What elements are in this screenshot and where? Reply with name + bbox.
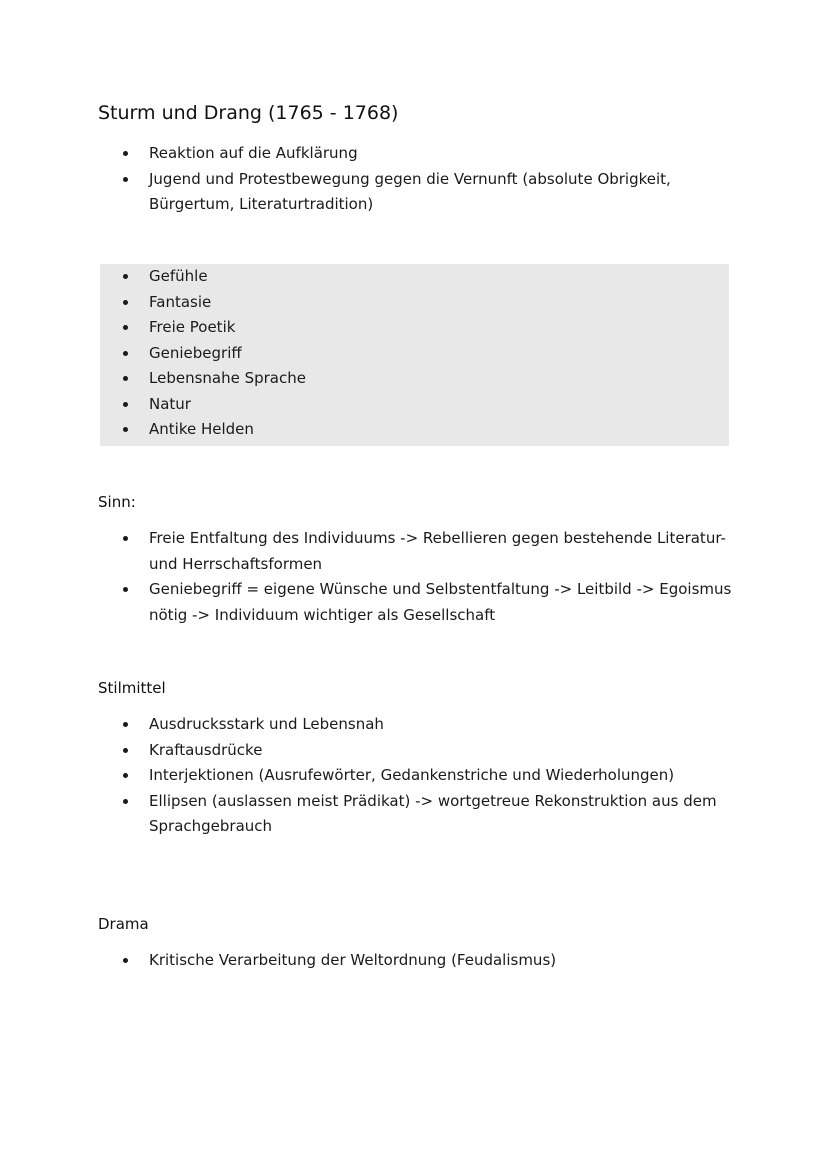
intro-list bbox=[0, 141, 828, 218]
list-item: Freie Entfaltung des Individuums -> Rebellieren gegen bestehende Literatur- und Herrschaftsformen bbox=[0, 526, 828, 577]
list-item: Geniebegriff = eigene Wünsche und Selbstentfaltung -> Leitbild -> Egoismus nötig -> Individuum wichtiger als Gesellschaft bbox=[0, 577, 828, 628]
list-item: Ausdrucksstark und Lebensnah bbox=[0, 712, 828, 738]
section-heading-drama: Drama bbox=[98, 915, 149, 933]
list-item: Fantasie bbox=[0, 290, 828, 316]
drama-list bbox=[0, 948, 828, 974]
section-heading-stilmittel: Stilmittel bbox=[98, 679, 166, 697]
list-item: Lebensnahe Sprache bbox=[0, 366, 828, 392]
features-list bbox=[0, 264, 828, 443]
list-item: Freie Poetik bbox=[0, 315, 828, 341]
list-item: Kritische Verarbeitung der Weltordnung (Feudalismus) bbox=[0, 948, 828, 974]
list-item: Kraftausdrücke bbox=[0, 738, 828, 764]
list-item: Jugend und Protestbewegung gegen die Vernunft (absolute Obrigkeit, Bürgertum, Literaturtradition) bbox=[0, 167, 828, 218]
sinn-list bbox=[0, 526, 828, 628]
list-item: Reaktion auf die Aufklärung bbox=[0, 141, 828, 167]
list-item: Natur bbox=[0, 392, 828, 418]
page-title: Sturm und Drang (1765 - 1768) bbox=[98, 102, 399, 124]
stilmittel-list bbox=[0, 712, 828, 840]
list-item: Gefühle bbox=[0, 264, 828, 290]
list-item: Interjektionen (Ausrufewörter, Gedankenstriche und Wiederholungen) bbox=[0, 763, 828, 789]
list-item: Antike Helden bbox=[0, 417, 828, 443]
list-item: Ellipsen (auslassen meist Prädikat) -> wortgetreue Rekonstruktion aus dem Sprachgebrauch bbox=[0, 789, 828, 840]
section-heading-sinn: Sinn: bbox=[98, 493, 136, 511]
list-item: Geniebegriff bbox=[0, 341, 828, 367]
